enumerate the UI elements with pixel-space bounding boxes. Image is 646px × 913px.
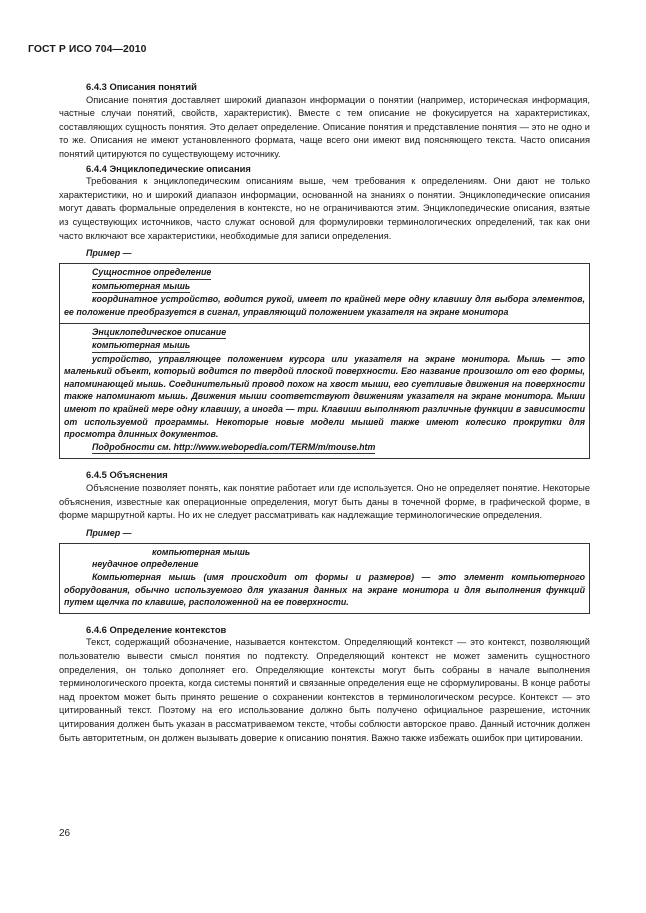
details-link[interactable]: Подробности см. http://www.webopedia.com/TERM/m/mouse.htm xyxy=(92,442,375,455)
essential-definition-section xyxy=(60,264,589,322)
section-heading-6-4-3: 6.4.3 Описания понятий xyxy=(86,81,197,92)
essential-definition-term: компьютерная мышь xyxy=(92,281,190,294)
example-label-2: Пример — xyxy=(86,527,132,538)
paragraph-6-4-5: Объяснение позволяет понять, как понятие работает или где используется. Оно не определяет понятие. Некоторые объяснения, известные как операционные определения, могут быть даны в точечной форме, в графической форме, в форме маршрутной карты. Но их не следует рассматривать как надлежащие терминологические определения. xyxy=(59,483,590,521)
document-header: ГОСТ Р ИСО 704—2010 xyxy=(28,44,147,55)
bad-definition-title: неудачное определение xyxy=(92,559,199,570)
bad-definition-term: компьютерная мышь xyxy=(152,546,251,557)
paragraph-6-4-3: Описание понятия доставляет широкий диапазон информации о понятии (например, историческая информация, частные случаи понятий, свойств, характеристик). Вместе с тем описание не фокусируется на характеристиках, составляющих сущность понятия. Это делает определение. Описание понятия и представление понятия — это не одно и то же. Описания не имеют установленного формата, чаще всего они имеют вид поясняющего текста. Часто описания понятий цитируются по существующему источнику. xyxy=(59,94,590,159)
page-number: 26 xyxy=(59,828,71,839)
bad-definition-text: Компьютерная мышь (имя происходит от формы и размеров) — это элемент компьютерного оборудования, обычно используемого для указания данных на экране монитора и для выполнения функций путем щелчка по клавише, расположенной на ее поверхности. xyxy=(64,572,585,608)
paragraph-6-4-6: Текст, содержащий обозначение, называется контекстом. Определяющий контекст — это контекст, позволяющий пользователю вывести смысл понятия по подтексту. Определяющий контекст не может заменить сущностного определения, он только дополняет его. Определяющие контексты могут быть собраны в начале выполнения терминологического проекта, когда системы понятий и связанные определения еще не сформулированы. В конце работы над проектом может быть принято решение о сохранении контекстов в терминологическом ресурсе. Контекст — это цитированный текст. Поэтому на его использование должно быть получено официальное разрешение, источник цитирования должен быть указан в рассматриваемом тексте, чтобы соблюсти авторское право. Данный источник должен быть авторитетным, он должен вызывать доверие к описанию понятия. Важно также избежать ошибок при цитировании. xyxy=(59,637,590,743)
section-heading-6-4-5: 6.4.5 Объяснения xyxy=(86,469,168,481)
section-heading-6-4-6: 6.4.6 Определение контекстов xyxy=(86,623,227,635)
essential-definition-title: Сущностное определение xyxy=(92,267,211,280)
encyclopedic-description-section xyxy=(60,323,589,459)
example-label: Пример — xyxy=(86,248,132,259)
encyclopedic-description-title: Энциклопедическое описание xyxy=(92,327,226,340)
section-heading-6-4-4: 6.4.4 Энциклопедические описания xyxy=(86,162,251,174)
example-box xyxy=(59,263,590,459)
encyclopedic-description-text: устройство, управляющее положением курсора или указателя на экране монитора. Мышь — это маленький объект, который водится по твердой плоской поверхности. Его название произошло от его формы, напоминающей мышь. Соединительный провод похож на хвост мыши, его суетливые движения на поверхности также напоминают мышь. Движения мыши соответствуют движениям указателя на экране монитора. Мыши имеют по крайней мере одну клавишу, а иногда — три. Клавиши выполняют различные функции в зависимости от используемой программы. Некоторые новые модели мышей также имеют колесико прокрутки для просмотра длинных документов. xyxy=(64,353,585,440)
encyclopedic-description-term: компьютерная мышь xyxy=(92,340,190,353)
example-box-2 xyxy=(59,543,590,614)
document-content xyxy=(59,80,590,745)
paragraph-6-4-4: Требования к энциклопедическим описаниям выше, чем требования к определениям. Они дают не только характеристики, но и широкий диапазон информации, основанной на знаниях о понятии. Энциклопедические описания могут давать формальные определения в контексте, но не ограничиваются этим. Энциклопедические описания, взятые из существующих источников, часто служат основой для формулировки терминологических определений, так как они часто включают все характеристики, необходимые для записи определения. xyxy=(59,176,590,241)
bad-definition-section xyxy=(60,544,589,613)
essential-definition-text: координатное устройство, водится рукой, имеет по крайней мере одну клавишу для выбора элементов, ее положение преобразуется в сигнал, управляющий положением указателя на экране монитора xyxy=(64,294,585,317)
